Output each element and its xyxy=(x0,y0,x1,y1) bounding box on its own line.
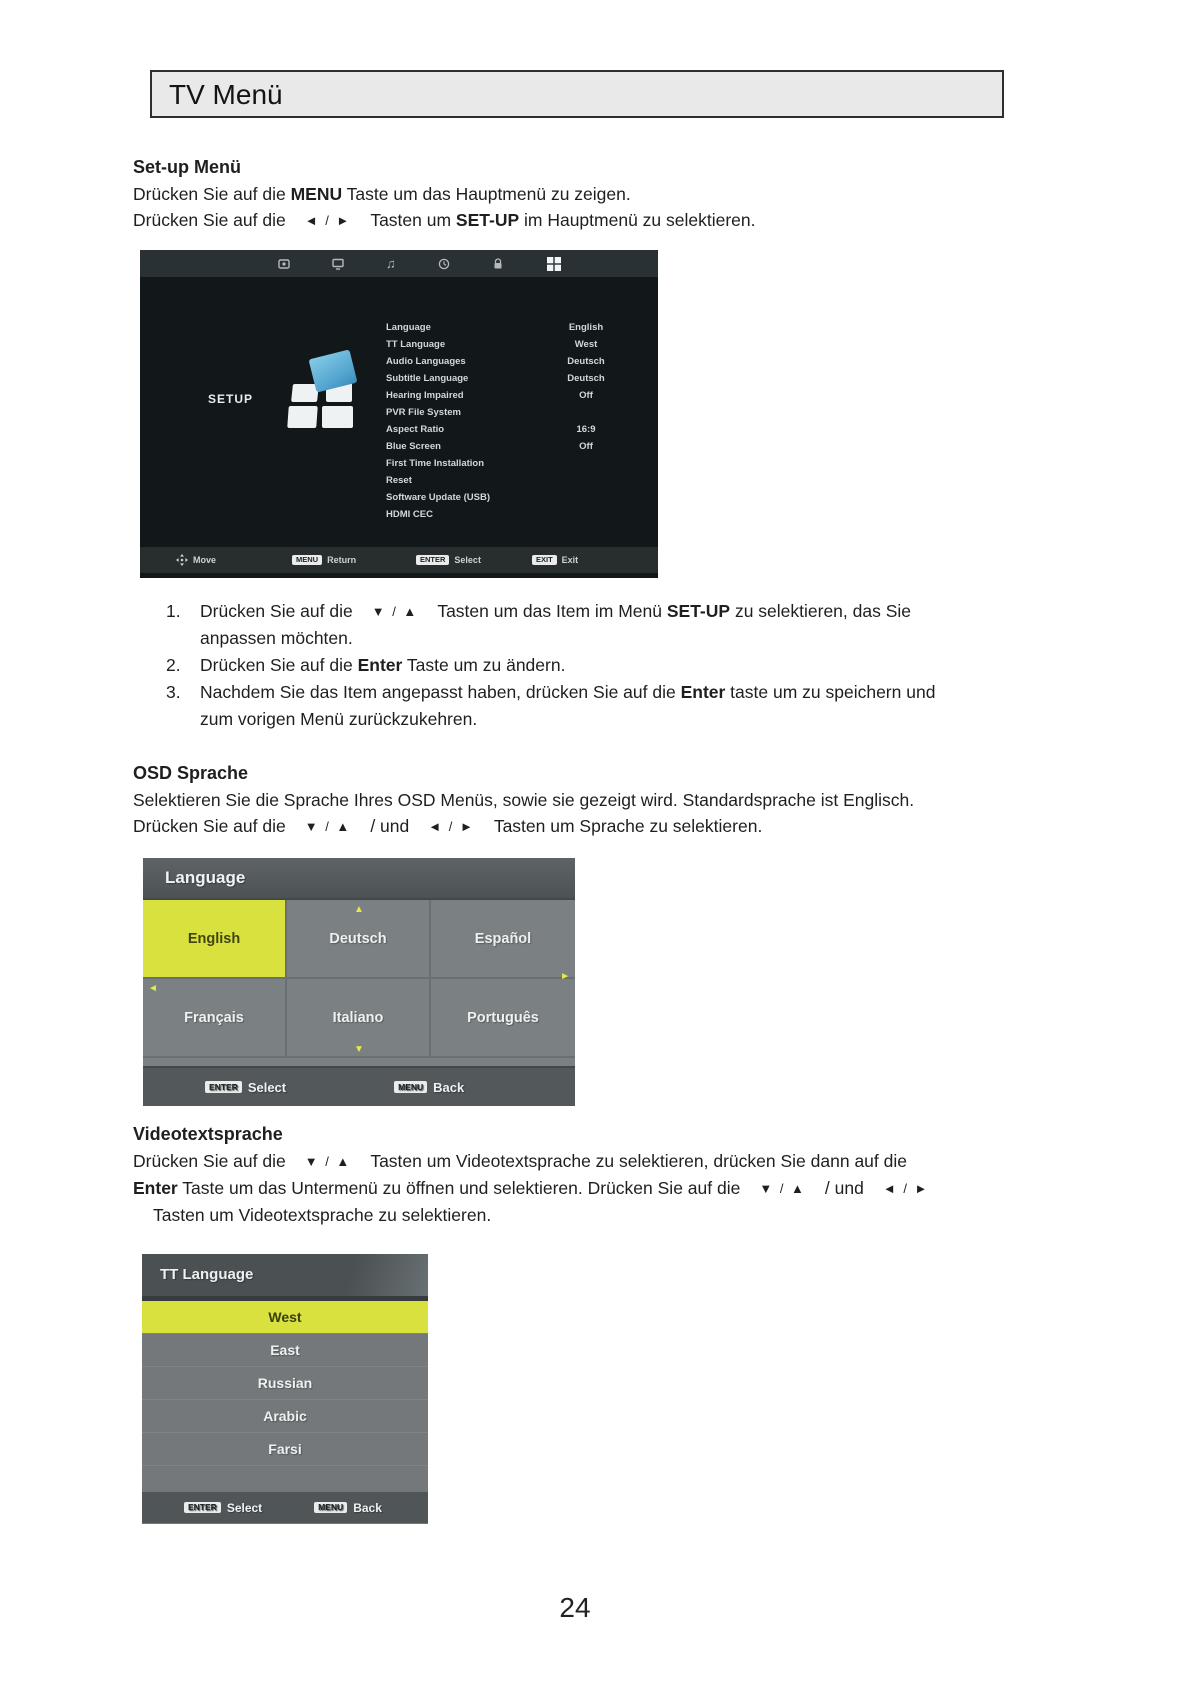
osd-item-label: First Time Installation xyxy=(386,458,485,469)
osd-menu-list xyxy=(386,322,636,526)
osd-sprache-line-2 xyxy=(133,816,762,837)
tt-row-russian: Russian xyxy=(142,1367,428,1400)
tt-footer-select xyxy=(184,1501,262,1515)
setup-grid-icon xyxy=(546,256,562,272)
osd-item-label: Reset xyxy=(386,475,412,486)
osd-footer-label: Move xyxy=(193,555,217,565)
section-header-box xyxy=(150,70,1004,118)
language-menu-footer xyxy=(143,1066,575,1106)
language-footer-back xyxy=(394,1080,464,1095)
osd-item-label: TT Language xyxy=(386,339,446,350)
enter-keyword: Enter xyxy=(133,1178,178,1198)
exit-key-chip: EXIT xyxy=(532,555,557,566)
osd-footer-return xyxy=(292,547,356,573)
tt-row-east: East xyxy=(142,1334,428,1367)
osd-menu-row xyxy=(386,322,636,339)
osd-sprache-heading: OSD Sprache xyxy=(133,763,249,783)
step-1-continuation: anpassen möchten. xyxy=(200,628,353,648)
osd-item-value: Off xyxy=(579,441,593,452)
step-number: 2. xyxy=(166,655,181,675)
text-segment: Drücken Sie auf die xyxy=(200,601,353,621)
osd-item-label: Aspect Ratio xyxy=(386,424,445,435)
osd-item-value: Off xyxy=(579,390,593,401)
osd-item-label: Blue Screen xyxy=(386,441,441,452)
left-right-arrows: ◄ / ► xyxy=(428,819,475,834)
setup-osd-screenshot xyxy=(140,250,658,578)
enter-key-chip: ENTER xyxy=(205,1081,242,1093)
osd-menu-row xyxy=(386,424,636,441)
enter-key-chip: ENTER xyxy=(416,555,449,566)
move-arrows-icon xyxy=(176,554,188,566)
tt-row-west: West xyxy=(142,1301,428,1334)
tt-menu-spacer xyxy=(142,1466,428,1492)
text-segment: Drücken Sie auf die xyxy=(133,210,286,230)
osd-menu-row xyxy=(386,441,636,458)
videotext-line-3: Tasten um Videotextsprache zu selektieren. xyxy=(153,1205,492,1225)
tt-row-farsi: Farsi xyxy=(142,1433,428,1466)
display-icon xyxy=(332,258,344,270)
text-segment: Tasten um Sprache zu selektieren. xyxy=(493,816,763,836)
text-segment: Nachdem Sie das Item angepasst haben, drücken Sie auf die xyxy=(200,682,681,702)
osd-menu-row xyxy=(386,390,636,407)
language-menu-title: Language xyxy=(143,858,575,898)
text-segment: Drücken Sie auf die xyxy=(133,816,286,836)
text-segment: Drücken Sie auf die xyxy=(133,184,291,204)
text-segment: Tasten um xyxy=(370,210,456,230)
osd-item-label: Language xyxy=(386,322,431,333)
up-down-arrows: ▼ / ▲ xyxy=(371,604,419,619)
language-cell-deutsch: Deutsch xyxy=(287,900,431,979)
time-icon xyxy=(438,258,450,270)
tt-menu-title: TT Language xyxy=(142,1254,428,1296)
osd-footer-label: Select xyxy=(454,555,481,565)
right-arrow-icon: ► xyxy=(560,971,570,982)
osd-footer-label: Exit xyxy=(561,555,579,565)
footer-label: Back xyxy=(433,1079,465,1095)
enter-keyword: Enter xyxy=(680,682,726,702)
text-segment: Taste um das Untermenü zu öffnen und selektieren. Drücken Sie auf die xyxy=(177,1178,741,1198)
osd-footer-select xyxy=(416,547,481,573)
videotext-line-2 xyxy=(133,1178,948,1199)
osd-menu-row xyxy=(386,373,636,390)
language-grid xyxy=(143,898,575,1058)
language-footer-select xyxy=(205,1080,286,1095)
picture-icon xyxy=(278,258,290,270)
osd-footer-move xyxy=(176,547,216,573)
osd-sprache-line-1: Selektieren Sie die Sprache Ihres OSD Menüs, sowie sie gezeigt wird. Standardsprache ist Englisch. xyxy=(133,790,915,810)
text-segment: zu selektieren, das Sie xyxy=(730,601,912,621)
osd-item-value: West xyxy=(574,339,598,350)
videotext-heading: Videotextsprache xyxy=(133,1124,283,1144)
osd-menu-row xyxy=(386,492,636,509)
text-segment: taste um zu speichern und xyxy=(725,682,936,702)
footer-label: Select xyxy=(247,1079,287,1095)
tt-footer-back xyxy=(314,1501,382,1515)
up-down-arrows: ▼ / ▲ xyxy=(759,1181,806,1196)
enter-key-chip: ENTER xyxy=(184,1502,221,1514)
setup-keyword: SET-UP xyxy=(455,210,520,230)
osd-footer-bar xyxy=(140,547,658,573)
text-segment: / und xyxy=(824,1178,864,1198)
up-arrow-icon: ▲ xyxy=(354,904,364,915)
menu-key-chip: MENU xyxy=(292,555,322,566)
left-arrow-icon: ◄ xyxy=(148,983,158,994)
language-cell-portugues: Português xyxy=(431,979,575,1058)
text-segment: Taste um zu ändern. xyxy=(402,655,566,675)
osd-item-value: English xyxy=(568,322,604,333)
osd-item-value: Deutsch xyxy=(567,373,605,384)
osd-item-label: HDMI CEC xyxy=(386,509,433,520)
setup-tiles-icon xyxy=(288,354,368,438)
text-segment: Taste um das Hauptmenü zu zeigen. xyxy=(342,184,631,204)
text-segment: Tasten um das Item im Menü xyxy=(437,601,667,621)
left-right-arrows: ◄ / ► xyxy=(882,1181,930,1196)
page-number: 24 xyxy=(559,1592,591,1623)
tt-menu-footer xyxy=(142,1492,428,1523)
menu-keyword: MENU xyxy=(290,184,343,204)
text-segment: / und xyxy=(370,816,410,836)
menu-key-chip: MENU xyxy=(314,1502,347,1514)
lock-icon xyxy=(492,258,504,270)
language-cell-italiano: Italiano xyxy=(287,979,431,1058)
tt-row-arabic: Arabic xyxy=(142,1400,428,1433)
step-number: 1. xyxy=(166,601,181,621)
osd-item-label: Software Update (USB) xyxy=(386,492,490,503)
down-arrow-icon: ▼ xyxy=(354,1044,364,1055)
step-number: 3. xyxy=(166,682,181,702)
osd-menu-row xyxy=(386,458,636,475)
osd-menu-row xyxy=(386,356,636,373)
osd-item-label: Subtitle Language xyxy=(386,373,469,384)
text-segment: Drücken Sie auf die xyxy=(200,655,358,675)
osd-item-label: Audio Languages xyxy=(386,356,466,367)
osd-item-value: 16:9 xyxy=(576,424,596,435)
osd-footer-exit xyxy=(532,547,578,573)
language-menu-spacer xyxy=(143,1058,575,1066)
language-cell-english: English xyxy=(143,900,287,979)
language-cell-francais: Français xyxy=(143,979,287,1058)
osd-footer-label: Return xyxy=(327,555,357,565)
osd-item-label: PVR File System xyxy=(386,407,461,418)
setup-line-1 xyxy=(133,184,631,205)
osd-icon-bar xyxy=(140,250,658,277)
setup-side-label: SETUP xyxy=(208,392,254,406)
step-3-continuation: zum vorigen Menü zurückzukehren. xyxy=(200,709,478,729)
setup-keyword: SET-UP xyxy=(666,601,731,621)
footer-label: Back xyxy=(353,1500,382,1515)
osd-menu-row xyxy=(386,509,636,526)
videotext-line-1 xyxy=(133,1151,907,1172)
left-right-arrows: ◄ / ► xyxy=(304,213,352,228)
step-1-text xyxy=(200,601,911,622)
enter-keyword: Enter xyxy=(357,655,403,675)
up-down-arrows: ▼ / ▲ xyxy=(304,819,352,834)
osd-item-label: Hearing Impaired xyxy=(386,390,464,401)
osd-menu-row xyxy=(386,475,636,492)
step-2-text xyxy=(200,655,565,676)
setup-line-2 xyxy=(133,210,756,231)
menu-key-chip: MENU xyxy=(394,1081,427,1093)
osd-item-value: Deutsch xyxy=(567,356,605,367)
language-menu-screenshot xyxy=(143,858,575,1106)
tt-language-menu-screenshot xyxy=(142,1254,428,1524)
osd-menu-row xyxy=(386,407,636,424)
text-segment: im Hauptmenü zu selektieren. xyxy=(519,210,756,230)
page-title: TV Menü xyxy=(169,79,283,110)
setup-heading: Set-up Menü xyxy=(133,157,241,177)
up-down-arrows: ▼ / ▲ xyxy=(304,1154,352,1169)
text-segment: Drücken Sie auf die xyxy=(133,1151,286,1171)
language-cell-espanol: Español xyxy=(431,900,575,979)
step-3-text xyxy=(200,682,935,703)
osd-menu-row xyxy=(386,339,636,356)
text-segment: Tasten um Videotextsprache zu selektieren, drücken Sie dann auf die xyxy=(370,1151,907,1171)
music-icon: ♫ xyxy=(386,256,396,271)
footer-label: Select xyxy=(226,1500,263,1515)
